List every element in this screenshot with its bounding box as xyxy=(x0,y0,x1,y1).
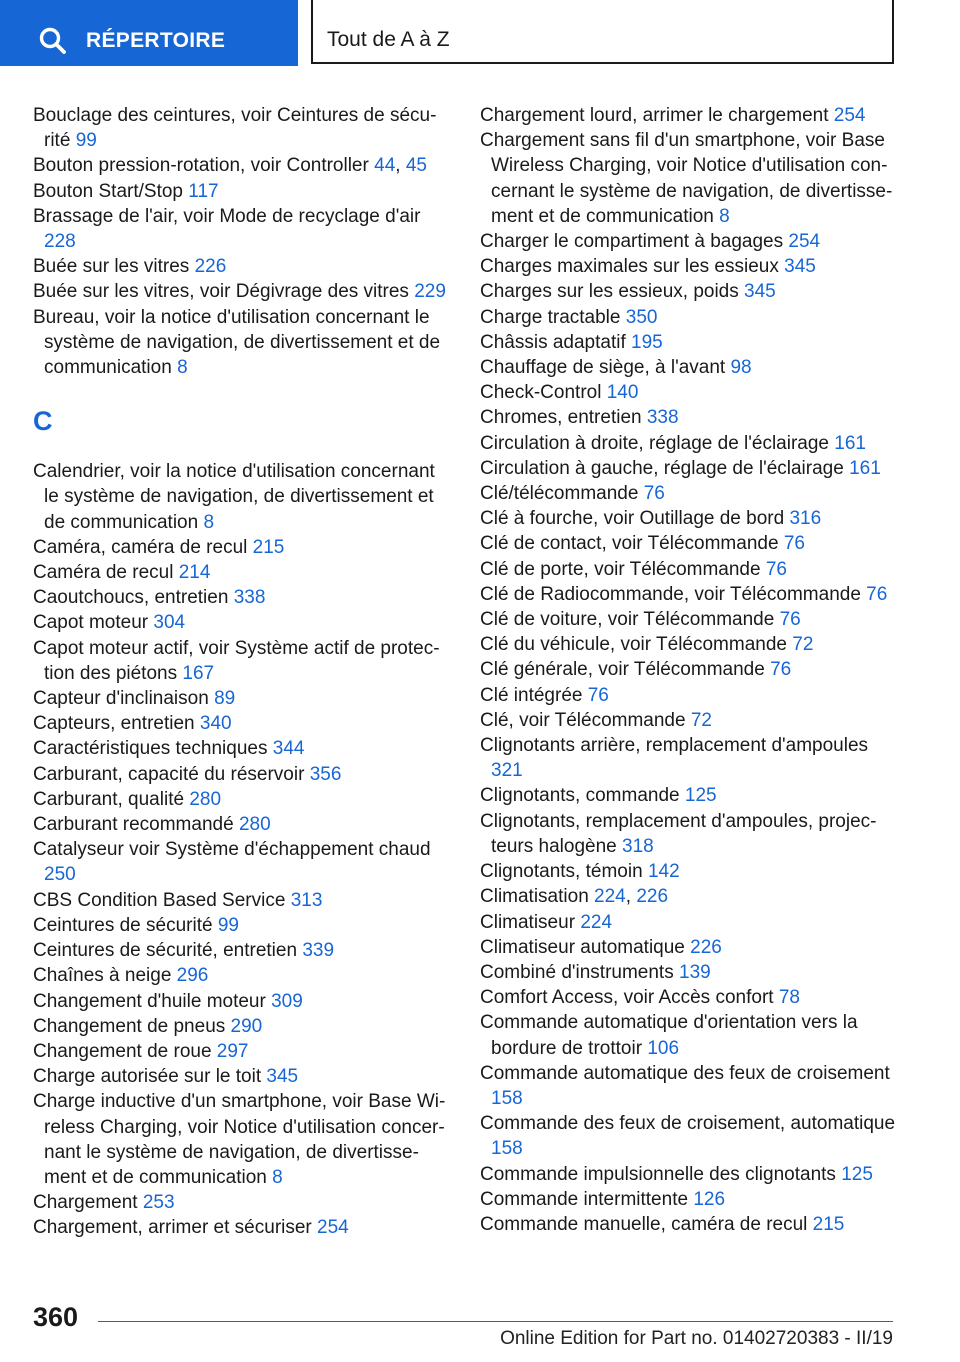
index-entry xyxy=(33,254,448,279)
index-entry xyxy=(33,938,448,963)
index-entry-text: Clé, voir Télécommande xyxy=(480,709,686,731)
index-entry-text: Clé de voiture, voir Télécommande xyxy=(480,609,775,631)
index-entry xyxy=(33,1014,448,1039)
page-reference-link[interactable]: 229 xyxy=(414,281,446,303)
index-entry-text: Climatiseur automatique xyxy=(480,936,685,958)
index-entry xyxy=(480,657,898,682)
index-entry-text: Climatisation xyxy=(480,886,589,908)
index-entry-text: Charger le compartiment à bagages xyxy=(480,231,784,253)
index-entry xyxy=(33,812,448,837)
index-entry-text: Capteur d'inclinaison xyxy=(33,688,209,710)
section-title-tab[interactable] xyxy=(311,0,894,64)
index-entry xyxy=(33,279,448,304)
index-entry-text: Capot moteur xyxy=(33,612,149,634)
page-reference-link[interactable]: 45 xyxy=(405,155,427,177)
index-entry-text: Bouclage des ceintures, voir Ceintures de sécurité xyxy=(33,105,437,152)
index-entry-text: Chauffage de siège, à l'avant xyxy=(480,357,726,379)
index-entry xyxy=(33,459,448,535)
page-reference-link[interactable]: 125 xyxy=(684,785,717,807)
page-reference-link[interactable]: 338 xyxy=(646,407,679,429)
index-entry-text: Charge tractable xyxy=(480,306,621,328)
index-entry-text: Circulation à droite, réglage de l'éclairage xyxy=(480,432,829,454)
page-reference-link[interactable]: 161 xyxy=(849,457,881,479)
index-entry xyxy=(33,711,448,736)
index-entry xyxy=(480,557,898,582)
index-entry xyxy=(480,431,898,456)
page-reference-link[interactable]: 309 xyxy=(271,990,303,1012)
index-entry xyxy=(33,204,448,254)
index-entry-text: Caoutchoucs, entretien xyxy=(33,587,229,609)
page-reference-link[interactable]: 215 xyxy=(812,1213,845,1235)
index-entry-text: Chargement lourd, arrimer le chargement xyxy=(480,105,829,126)
page-reference-link[interactable]: 76 xyxy=(770,659,792,681)
page-reference-link[interactable]: 76 xyxy=(783,533,805,555)
page-reference-link[interactable]: 345 xyxy=(266,1066,299,1088)
index-entry xyxy=(33,888,448,913)
index-entry-text: Clignotants arrière, remplacement d'ampoules xyxy=(480,735,869,757)
index-entry xyxy=(480,708,898,733)
index-entry-text: Check-Control xyxy=(480,382,602,404)
page-reference-link[interactable]: 76 xyxy=(587,684,609,706)
page-reference-link[interactable]: 44 xyxy=(374,155,396,177)
page-reference-link[interactable]: 117 xyxy=(188,180,219,202)
index-entry-text: Clé de porte, voir Télécommande xyxy=(480,558,761,580)
index-entry-text: Charge autorisée sur le toit xyxy=(33,1066,262,1088)
page-reference-link[interactable]: 316 xyxy=(789,508,822,530)
index-entry xyxy=(480,683,898,708)
index-entry xyxy=(33,1190,448,1215)
index-entry-text: Clé de contact, voir Télécommande xyxy=(480,533,779,555)
index-entry-text: Comfort Access, voir Accès confort xyxy=(480,987,774,1009)
page-reference-link[interactable]: 224 xyxy=(580,911,613,933)
index-entry xyxy=(480,910,898,935)
page-reference-link[interactable]: 158 xyxy=(491,1138,523,1160)
index-letter-heading: C xyxy=(33,406,53,437)
index-entry-text: Clé de Radiocommande, voir Télécommande xyxy=(480,583,861,605)
page-reference-link[interactable]: 344 xyxy=(272,738,305,760)
page-reference-link[interactable]: 228 xyxy=(44,231,76,253)
index-entry-text: Commande intermittente xyxy=(480,1188,689,1210)
index-entry xyxy=(33,585,448,610)
index-entry xyxy=(33,560,448,585)
index-entry-text: Chromes, entretien xyxy=(480,407,642,429)
footer-divider xyxy=(98,1321,893,1322)
index-entry xyxy=(480,632,898,657)
page-reference-link[interactable]: 158 xyxy=(491,1087,523,1109)
page-reference-link[interactable]: 195 xyxy=(631,331,663,353)
index-entry xyxy=(33,837,448,887)
index-column-left xyxy=(33,103,448,1241)
page-reference-link[interactable]: 8 xyxy=(272,1166,283,1188)
page-reference-link[interactable]: 106 xyxy=(647,1037,680,1059)
index-entry xyxy=(480,254,898,279)
index-entry-text: Châssis adaptatif xyxy=(480,331,626,353)
index-entry xyxy=(480,279,898,304)
page-reference-link[interactable]: 254 xyxy=(788,231,821,253)
index-entry-text: Clé à fourche, voir Outillage de bord xyxy=(480,508,785,530)
index-entry-text: Bureau, voir la notice d'utilisation concernant le système de navigation, de divertissement et de communication xyxy=(33,306,441,379)
index-entry-text: Caméra, caméra de recul xyxy=(33,536,248,558)
page-reference-link[interactable]: 280 xyxy=(189,788,222,810)
index-entry xyxy=(480,1010,898,1060)
page-reference-link[interactable]: 142 xyxy=(647,861,680,883)
page-reference-link[interactable]: 226 xyxy=(636,886,669,908)
index-entry-text: Caméra de recul xyxy=(33,562,174,584)
index-entry-text: Calendrier, voir la notice d'utilisation concernant le système de navigation, de divertissement et de communication xyxy=(33,461,435,533)
index-entry xyxy=(480,733,898,783)
page-reference-link[interactable]: 126 xyxy=(693,1188,726,1210)
index-entry xyxy=(480,103,898,128)
index-entry xyxy=(480,859,898,884)
index-entry xyxy=(480,607,898,632)
index-entry-text: Charges sur les essieux, poids xyxy=(480,281,739,303)
index-entry xyxy=(33,103,448,153)
index-entry-text: Commande manuelle, caméra de recul xyxy=(480,1213,808,1235)
index-entry xyxy=(480,809,898,859)
page-reference-link[interactable]: 345 xyxy=(744,281,776,303)
index-entry xyxy=(480,128,898,229)
index-entry xyxy=(480,405,898,430)
page-reference-link[interactable]: 280 xyxy=(238,814,271,836)
page-reference-link[interactable]: 304 xyxy=(153,612,186,634)
index-entry xyxy=(480,960,898,985)
page-reference-link[interactable]: 72 xyxy=(690,709,712,731)
index-entry xyxy=(480,1061,898,1111)
index-entry-text: Commande automatique des feux de croisement xyxy=(480,1062,890,1084)
index-entry-text: Clé générale, voir Télécommande xyxy=(480,659,765,681)
header-bar xyxy=(0,0,960,68)
index-entry xyxy=(33,736,448,761)
page-reference-link[interactable]: 290 xyxy=(230,1015,263,1037)
index-entry-text: Charge inductive d'un smartphone, voir Base Wireless Charging, voir Notice d'utilisation concernant le système de navigation, de divertissement et de communication xyxy=(33,1091,446,1188)
index-entry-text: Combiné d'instruments xyxy=(480,961,674,983)
index-entry-text: Ceintures de sécurité, entretien xyxy=(33,940,298,962)
index-entry-text: Changement de pneus xyxy=(33,1015,226,1037)
page-reference-link[interactable]: 8 xyxy=(719,205,730,227)
index-entry-text: Chaînes à neige xyxy=(33,965,172,987)
index-entry xyxy=(480,985,898,1010)
index-entry xyxy=(33,179,448,204)
index-entry xyxy=(480,506,898,531)
page-reference-link[interactable]: 78 xyxy=(778,987,800,1009)
index-entry xyxy=(33,1039,448,1064)
index-entry xyxy=(480,330,898,355)
index-entry-text: Clignotants, témoin xyxy=(480,861,643,883)
index-entry-text: Circulation à gauche, réglage de l'éclairage xyxy=(480,457,844,479)
page-reference-link[interactable]: 76 xyxy=(779,609,801,631)
page-reference-link[interactable]: 99 xyxy=(217,914,239,936)
index-entry xyxy=(480,229,898,254)
index-entry-text: Chargement sans fil d'un smartphone, voir Base Wireless Charging, voir Notice d'utilisation concernant le système de navigation, de divertissement et de communication xyxy=(480,130,893,227)
index-entry xyxy=(480,531,898,556)
page-reference-link[interactable]: 215 xyxy=(252,536,285,558)
index-entry xyxy=(480,1212,898,1237)
page-reference-link[interactable]: 76 xyxy=(643,483,665,505)
index-entry-text: Carburant recommandé xyxy=(33,814,234,836)
page-reference-link[interactable]: 318 xyxy=(622,835,654,857)
page-reference-link[interactable]: 313 xyxy=(290,889,323,911)
index-entry-text: Capot moteur actif, voir Système actif de protection des piétons xyxy=(33,637,440,684)
index-entry-text: Bouton pression-rotation, voir Controller xyxy=(33,155,369,177)
index-entry-text: Carburant, capacité du réservoir xyxy=(33,763,305,785)
index-entry-text: Climatiseur xyxy=(480,911,576,933)
page-reference-link[interactable]: 356 xyxy=(309,763,342,785)
index-entry-text: Catalyseur voir Système d'échappement chaud xyxy=(33,839,431,861)
index-entry xyxy=(480,1162,898,1187)
page-reference-link[interactable]: 226 xyxy=(194,256,227,278)
index-entry-text: Clé/télécommande xyxy=(480,483,639,505)
page-reference-link[interactable]: 297 xyxy=(216,1040,249,1062)
index-entry-text: Capteurs, entretien xyxy=(33,713,195,735)
index-entry xyxy=(33,686,448,711)
index-entry-text: Clé du véhicule, voir Télécommande xyxy=(480,634,787,656)
page-reference-link[interactable]: 8 xyxy=(177,357,188,379)
index-entry xyxy=(33,913,448,938)
index-entry-text: Changement d'huile moteur xyxy=(33,990,266,1012)
index-entry xyxy=(480,305,898,330)
page-reference-link[interactable]: 338 xyxy=(233,587,266,609)
page-reference-link[interactable]: 253 xyxy=(142,1192,175,1214)
index-entry xyxy=(33,1089,448,1190)
index-entry xyxy=(480,355,898,380)
page-reference-link[interactable]: 250 xyxy=(44,864,76,886)
index-entry-text: Commande des feux de croisement, automatique xyxy=(480,1113,896,1135)
page-reference-link[interactable]: 254 xyxy=(317,1217,349,1239)
page-reference-link[interactable]: 161 xyxy=(834,432,866,454)
index-entry-text: Commande automatique d'orientation vers la bordure de trottoir xyxy=(480,1012,858,1059)
page-reference-link[interactable]: 76 xyxy=(866,583,888,605)
index-entry xyxy=(480,380,898,405)
index-entry xyxy=(33,989,448,1014)
index-entry xyxy=(33,787,448,812)
page-reference-link[interactable]: 8 xyxy=(203,511,215,533)
search-tab[interactable] xyxy=(0,0,298,66)
index-entry-text: Commande impulsionnelle des clignotants xyxy=(480,1163,836,1185)
index-entry-text: Ceintures de sécurité xyxy=(33,914,213,936)
page-reference-link[interactable]: 89 xyxy=(214,688,236,710)
page-reference-link[interactable]: 224 xyxy=(594,886,626,908)
index-entry-text: Clignotants, remplacement d'ampoules, projecteurs halogène xyxy=(480,810,877,857)
index-entry-text: Clignotants, commande xyxy=(480,785,680,807)
index-entry: Climatisation 224, 226 xyxy=(480,886,669,908)
index-entry-text: Chargement xyxy=(33,1192,138,1214)
page-reference-link[interactable]: 139 xyxy=(679,961,711,983)
index-entry xyxy=(480,783,898,808)
index-entry xyxy=(480,1187,898,1212)
page-reference-link[interactable]: 125 xyxy=(841,1163,873,1185)
index-entry-text: Bouton Start/Stop xyxy=(33,180,183,202)
index-entry-text: Carburant, qualité xyxy=(33,788,185,810)
index-entry xyxy=(33,1064,448,1089)
page-reference-link[interactable]: 167 xyxy=(182,662,215,684)
edition-notice: Online Edition for Part no. 01402720383 - II/19 xyxy=(500,1328,893,1349)
index-entry xyxy=(33,1215,448,1240)
page-reference-link[interactable]: 339 xyxy=(302,940,335,962)
index-entry-text: Brassage de l'air, voir Mode de recyclage d'air xyxy=(33,205,421,227)
page-number: 360 xyxy=(33,1302,79,1332)
page-reference-link[interactable]: 350 xyxy=(625,306,658,328)
page-reference-link[interactable]: 140 xyxy=(606,382,639,404)
page-reference-link[interactable]: 214 xyxy=(178,562,211,584)
page-reference-link[interactable]: 296 xyxy=(176,965,209,987)
index-entry: Bouton pression-rotation, voir Controller 44, 45 xyxy=(33,155,427,177)
index-entry xyxy=(33,535,448,560)
index-entry-text: Buée sur les vitres xyxy=(33,256,190,278)
page-reference-link[interactable]: 321 xyxy=(491,760,523,782)
page-reference-link[interactable]: 226 xyxy=(690,936,722,958)
page-reference-link[interactable]: 345 xyxy=(784,256,816,278)
index-entry-text: Caractéristiques techniques xyxy=(33,738,268,760)
search-tab-label: RÉPERTOIRE xyxy=(86,29,226,52)
page-reference-link[interactable]: 72 xyxy=(792,634,814,656)
page-reference-link[interactable]: 98 xyxy=(730,357,752,379)
index-entry xyxy=(480,481,898,506)
index-entry xyxy=(480,582,898,607)
page-reference-link[interactable]: 254 xyxy=(833,105,866,126)
page-reference-link[interactable]: 340 xyxy=(199,713,232,735)
index-entry xyxy=(33,762,448,787)
index-column-right xyxy=(480,103,898,1237)
search-icon xyxy=(38,26,68,56)
index-entry-text: Buée sur les vitres, voir Dégivrage des vitres xyxy=(33,281,409,303)
index-entry-text: CBS Condition Based Service xyxy=(33,889,286,911)
index-entry xyxy=(33,636,448,686)
index-entry xyxy=(33,305,448,381)
page-reference-link[interactable]: 99 xyxy=(75,130,97,152)
index-entry-text: Chargement, arrimer et sécuriser xyxy=(33,1217,312,1239)
index-entry xyxy=(480,935,898,960)
index-entry-text: Changement de roue xyxy=(33,1040,212,1062)
section-title: Tout de A à Z xyxy=(327,28,450,51)
index-entry xyxy=(33,963,448,988)
index-entry xyxy=(480,1111,898,1161)
index-entry-text: Charges maximales sur les essieux xyxy=(480,256,779,278)
index-entry xyxy=(33,610,448,635)
page-footer xyxy=(0,1290,960,1362)
index-entry-text: Clé intégrée xyxy=(480,684,583,706)
page-reference-link[interactable]: 76 xyxy=(765,558,787,580)
index-entry xyxy=(480,456,898,481)
